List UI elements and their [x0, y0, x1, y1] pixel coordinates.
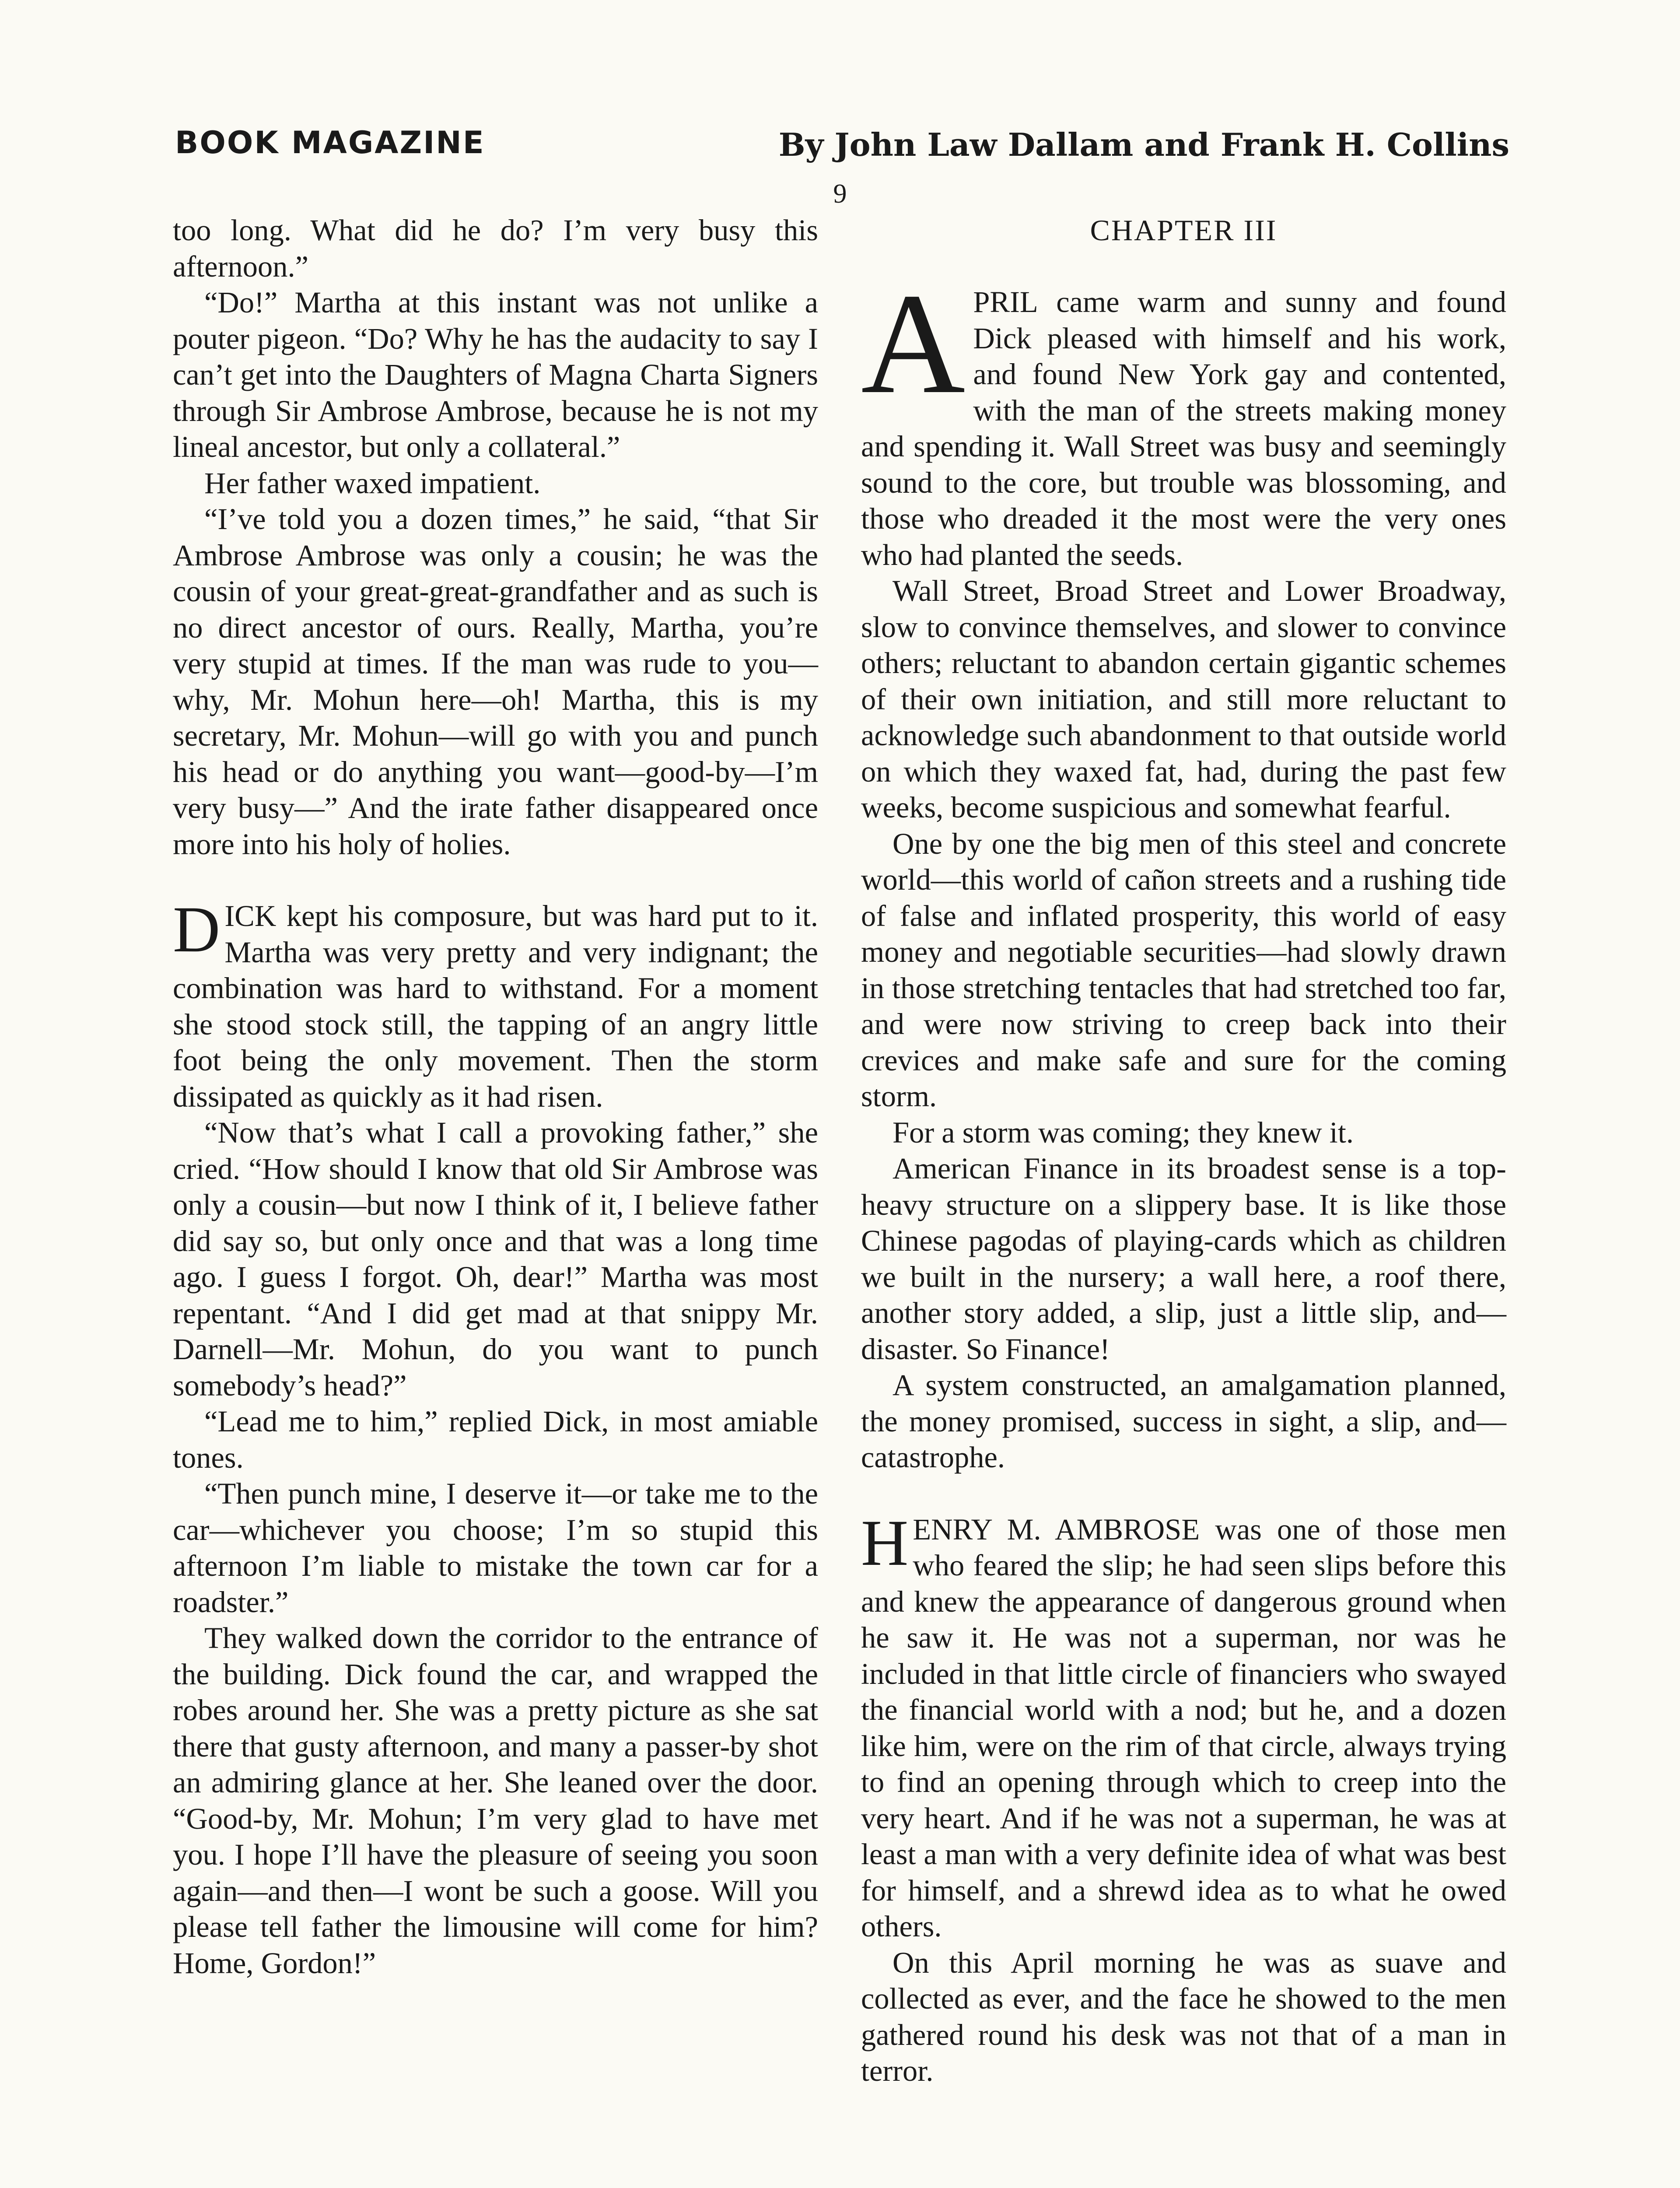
paragraph: “Lead me to him,” replied Dick, in most amiable tones. — [173, 1405, 818, 1474]
paragraph: “Now that’s what I call a provoking father,” she cried. “How should I know that old Sir Ambrose was only a cousin—but now I think of it, I believe father did say so, but only once and that was a long time ago. I guess I forgot. Oh, dear!” Martha was most repentant. “And I did get mad at that snippy Mr. Darnell—Mr. Mohun, do you want to punch somebody’s head?” — [173, 1116, 818, 1402]
section-opening-paragraph — [173, 893, 818, 1115]
lead-in-smallcaps: ENRY M. AMBROSE — [913, 1512, 1200, 1546]
drop-cap: A — [861, 264, 966, 424]
paragraph: “I’ve told you a dozen times,” he said, “that Sir Ambrose Ambrose was only a cousin; he was the cousin of your great-great-grandfather and as such is no direct ancestor of ours. Really, Martha, you’re very stupid at times. If the man was rude to you—why, Mr. Mohun here—oh! Martha, this is my secretary, Mr. Mohun—will go with you and punch his head or do anything you want—good-by—I’m very busy—” And the irate father disappeared once more into his holy of holies. — [173, 502, 818, 861]
paragraph: They walked down the corridor to the entrance of the building. Dick found the car, and wrapped the robes around her. She was a pretty picture as she sat there that gusty afternoon, and many a passer-by shot an admiring glance at her. She leaned over the door. “Good-by, Mr. Mohun; I’m very glad to have met you. I hope I’ll have the pleasure of seeing you soon again—and then—I wont be such a goose. Will you please tell father the limousine will come for him? Home, Gordon!” — [173, 1621, 818, 1980]
page-number: 9 — [833, 179, 847, 209]
section-break — [173, 862, 818, 898]
paragraph: American Finance in its broadest sense is a top-heavy structure on a slippery base. It is like those Chinese pagodas of playing-cards which as children we built in the nursery; a wall here, a roof there, another story added, a slip, just a little slip, and—disaster. So Finance! — [861, 1152, 1506, 1366]
paragraph: A system constructed, an amalgamation planned, the money promised, success in sight, a slip, and—catastrophe. — [861, 1368, 1506, 1474]
paragraph-text: kept his composure, but was hard put to it. Martha was very pretty and very indignant; the combination was hard to withstand. For a moment she stood stock still, the tapping of an angry little foot being the only movement. Then the storm dissipated as quickly as it had risen. — [173, 899, 818, 1113]
section-opening-paragraph — [861, 1506, 1506, 1945]
paragraph-text: was one of those men who feared the slip; he had seen slips before this and knew the appearance of dangerous ground when he saw it. He was not a superman, nor was he included in that little circle of financiers who swayed the financial world with a nod; but he, and a dozen like him, were on the rim of that circle, always trying to find an opening through which to creep into the very heart. And if he was not a superman, he was at least a man with a very definite idea of what was best for himself, and a shrewd idea as to what he owed others. — [861, 1512, 1506, 1943]
right-column — [861, 212, 1506, 2188]
section-break — [861, 1476, 1506, 1511]
lead-in-smallcaps: ICK — [224, 899, 276, 933]
paragraph: “Then punch mine, I deserve it—or take me to the car—whichever you choose; I’m so stupid this afternoon I’m liable to mistake the town car for a roadster.” — [173, 1477, 818, 1619]
lead-in-smallcaps: PRIL — [973, 285, 1038, 319]
publication-title: BOOK MAGAZINE — [175, 125, 485, 161]
paragraph-text: came warm and sunny and found Dick pleased with himself and his work, and found New York gay and contented, with the man of the streets making money and spending it. Wall Street was busy and seemingly sound to the core, but trouble was blossoming, and those who dreaded it the most were the very ones who had planted the seeds. — [861, 285, 1506, 572]
drop-cap: H — [861, 1506, 909, 1579]
paragraph: “Do!” Martha at this instant was not unlike a pouter pigeon. “Do? Why he has the audacity to say I can’t get into the Daughters of Magna Charta Signers through Sir Ambrose Ambrose, because he is not my lineal ancestor, but only a collateral.” — [173, 286, 818, 463]
paragraph: Her father waxed impatient. — [204, 466, 541, 500]
paragraph: For a storm was coming; they knew it. — [892, 1115, 1354, 1149]
paragraph: One by one the big men of this steel and concrete world—this world of cañon streets and a rushing tide of false and inflated prosperity, this world of easy money and negotiable securities—had slowly drawn in those stretching tentacles that had stretched too far, and were now striving to creep back into their crevices and make safe and sure for the coming storm. — [861, 827, 1506, 1113]
paragraph: too long. What did he do? I’m very busy this afternoon.” — [173, 214, 818, 283]
chapter-opening-paragraph — [861, 264, 1506, 573]
byline: By John Law Dallam and Frank H. Collins — [778, 126, 1509, 163]
chapter-heading: CHAPTER III — [1090, 214, 1278, 247]
left-column — [173, 212, 818, 2188]
drop-cap: D — [173, 893, 220, 966]
paragraph: On this April morning he was as suave and collected as ever, and the face he showed to the men gathered round his desk was not that of a man in terror. — [861, 1946, 1506, 2087]
paragraph: Wall Street, Broad Street and Lower Broadway, slow to convince themselves, and slower to convince others; reluctant to abandon certain gigantic schemes of their own initiation, and still more reluctant to acknowledge such abandonment to that outside world on which they waxed fat, had, during the past few weeks, become suspicious and somewhat fearful. — [861, 574, 1506, 824]
